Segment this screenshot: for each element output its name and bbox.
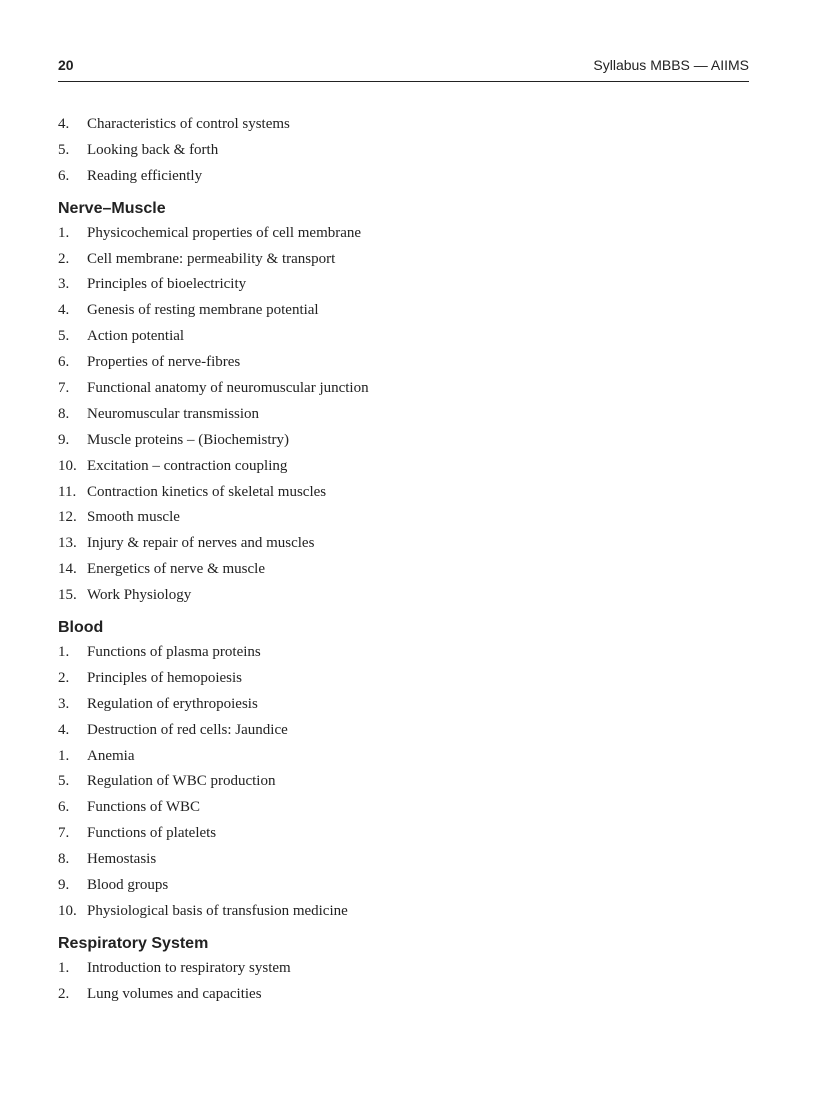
section-nerve-muscle bbox=[58, 198, 749, 609]
item-text: Functions of WBC bbox=[87, 799, 201, 816]
item-text: Smooth muscle bbox=[87, 509, 180, 526]
list-item bbox=[58, 899, 749, 925]
item-number: 1. bbox=[58, 644, 70, 661]
list-item bbox=[58, 982, 749, 1008]
list-item bbox=[58, 531, 749, 557]
item-number: 5. bbox=[58, 773, 70, 790]
item-number: 14. bbox=[58, 561, 77, 578]
item-text: Contraction kinetics of skeletal muscles bbox=[87, 483, 327, 500]
list-item bbox=[58, 821, 749, 847]
item-text: Physicochemical properties of cell membrane bbox=[87, 224, 362, 241]
item-text: Genesis of resting membrane potential bbox=[87, 302, 319, 319]
item-text: Cell membrane: permeability & transport bbox=[87, 250, 336, 267]
list-item bbox=[58, 247, 749, 273]
item-number: 1. bbox=[58, 224, 70, 241]
list-item bbox=[58, 480, 749, 506]
list-item bbox=[58, 221, 749, 247]
list-item bbox=[58, 583, 749, 609]
item-number: 6. bbox=[58, 799, 70, 816]
section-title: Blood bbox=[58, 619, 104, 637]
list-item bbox=[58, 795, 749, 821]
item-text: Blood groups bbox=[87, 877, 169, 894]
item-number: 10. bbox=[58, 902, 77, 919]
item-number: 2. bbox=[58, 985, 70, 1002]
item-number: 8. bbox=[58, 405, 70, 422]
item-number: 7. bbox=[58, 380, 70, 397]
item-text: Work Physiology bbox=[87, 587, 192, 604]
item-text: Physiological basis of transfusion medicine bbox=[87, 902, 348, 919]
item-number: 13. bbox=[58, 535, 77, 552]
item-number: 10. bbox=[58, 457, 77, 474]
item-number: 4. bbox=[58, 721, 70, 738]
list-item bbox=[58, 428, 749, 454]
list-item bbox=[58, 324, 749, 350]
section-respiratory-system bbox=[58, 933, 749, 1008]
item-text: Functional anatomy of neuromuscular junction bbox=[87, 380, 369, 397]
section-list bbox=[58, 956, 749, 1008]
item-text: Principles of bioelectricity bbox=[87, 276, 247, 293]
item-text: Introduction to respiratory system bbox=[87, 959, 291, 976]
section-list bbox=[58, 221, 749, 609]
item-number: 11. bbox=[58, 483, 77, 500]
list-item bbox=[58, 376, 749, 402]
item-number: 3. bbox=[58, 695, 70, 712]
list-item bbox=[58, 557, 749, 583]
item-text: Looking back & forth bbox=[87, 141, 219, 158]
section-blood bbox=[58, 617, 749, 925]
section-title: Respiratory System bbox=[58, 934, 209, 952]
syllabus-content bbox=[58, 112, 749, 1008]
list-item bbox=[58, 298, 749, 324]
list-item bbox=[58, 402, 749, 428]
item-number: 12. bbox=[58, 509, 77, 526]
list-item bbox=[58, 138, 749, 164]
running-head: Syllabus MBBS — AIIMS bbox=[593, 57, 749, 73]
list-item bbox=[58, 350, 749, 376]
item-number: 7. bbox=[58, 825, 70, 842]
list-item bbox=[58, 505, 749, 531]
item-text: Muscle proteins – (Biochemistry) bbox=[87, 431, 290, 448]
item-number: 4. bbox=[58, 116, 70, 132]
item-text: Functions of plasma proteins bbox=[87, 644, 261, 661]
intro-list bbox=[58, 112, 749, 190]
item-number: 3. bbox=[58, 276, 70, 293]
item-number: 2. bbox=[58, 250, 70, 267]
item-text: Neuromuscular transmission bbox=[87, 405, 260, 422]
item-text: Energetics of nerve & muscle bbox=[87, 561, 265, 578]
list-item bbox=[58, 640, 749, 666]
item-text: Properties of nerve-fibres bbox=[87, 354, 241, 371]
item-text: Lung volumes and capacities bbox=[87, 985, 262, 1002]
list-item bbox=[58, 272, 749, 298]
item-number: 9. bbox=[58, 877, 70, 894]
list-item bbox=[58, 164, 749, 190]
section-title: Nerve–Muscle bbox=[58, 199, 166, 217]
item-text: Characteristics of control systems bbox=[87, 116, 290, 132]
item-number: 5. bbox=[58, 141, 70, 158]
item-number: 1. bbox=[58, 747, 70, 764]
item-text: Destruction of red cells: Jaundice bbox=[87, 721, 288, 738]
list-item bbox=[58, 454, 749, 480]
list-item bbox=[58, 769, 749, 795]
item-number: 8. bbox=[58, 851, 70, 868]
item-text: Regulation of erythropoiesis bbox=[87, 695, 258, 712]
item-text: Action potential bbox=[87, 328, 185, 345]
item-text: Principles of hemopoiesis bbox=[87, 669, 242, 686]
list-item bbox=[58, 718, 749, 744]
list-item bbox=[58, 692, 749, 718]
item-text: Excitation – contraction coupling bbox=[87, 457, 288, 474]
item-number: 6. bbox=[58, 354, 70, 371]
item-text: Regulation of WBC production bbox=[87, 773, 276, 790]
list-item bbox=[58, 666, 749, 692]
item-number: 15. bbox=[58, 587, 77, 604]
item-number: 5. bbox=[58, 328, 70, 345]
item-text: Functions of platelets bbox=[87, 825, 217, 842]
list-item bbox=[58, 112, 749, 138]
item-number: 2. bbox=[58, 669, 70, 686]
item-text: Hemostasis bbox=[87, 851, 157, 868]
page-number: 20 bbox=[58, 57, 74, 73]
page-header bbox=[58, 55, 749, 82]
item-text: Injury & repair of nerves and muscles bbox=[87, 535, 315, 552]
section-list bbox=[58, 640, 749, 925]
item-number: 6. bbox=[58, 167, 70, 184]
item-text: Anemia bbox=[87, 747, 135, 764]
list-item bbox=[58, 956, 749, 982]
item-number: 4. bbox=[58, 302, 70, 319]
list-item bbox=[58, 873, 749, 899]
item-number: 1. bbox=[58, 959, 70, 976]
list-item bbox=[58, 744, 749, 770]
item-text: Reading efficiently bbox=[87, 167, 203, 184]
item-number: 9. bbox=[58, 431, 70, 448]
list-item bbox=[58, 847, 749, 873]
